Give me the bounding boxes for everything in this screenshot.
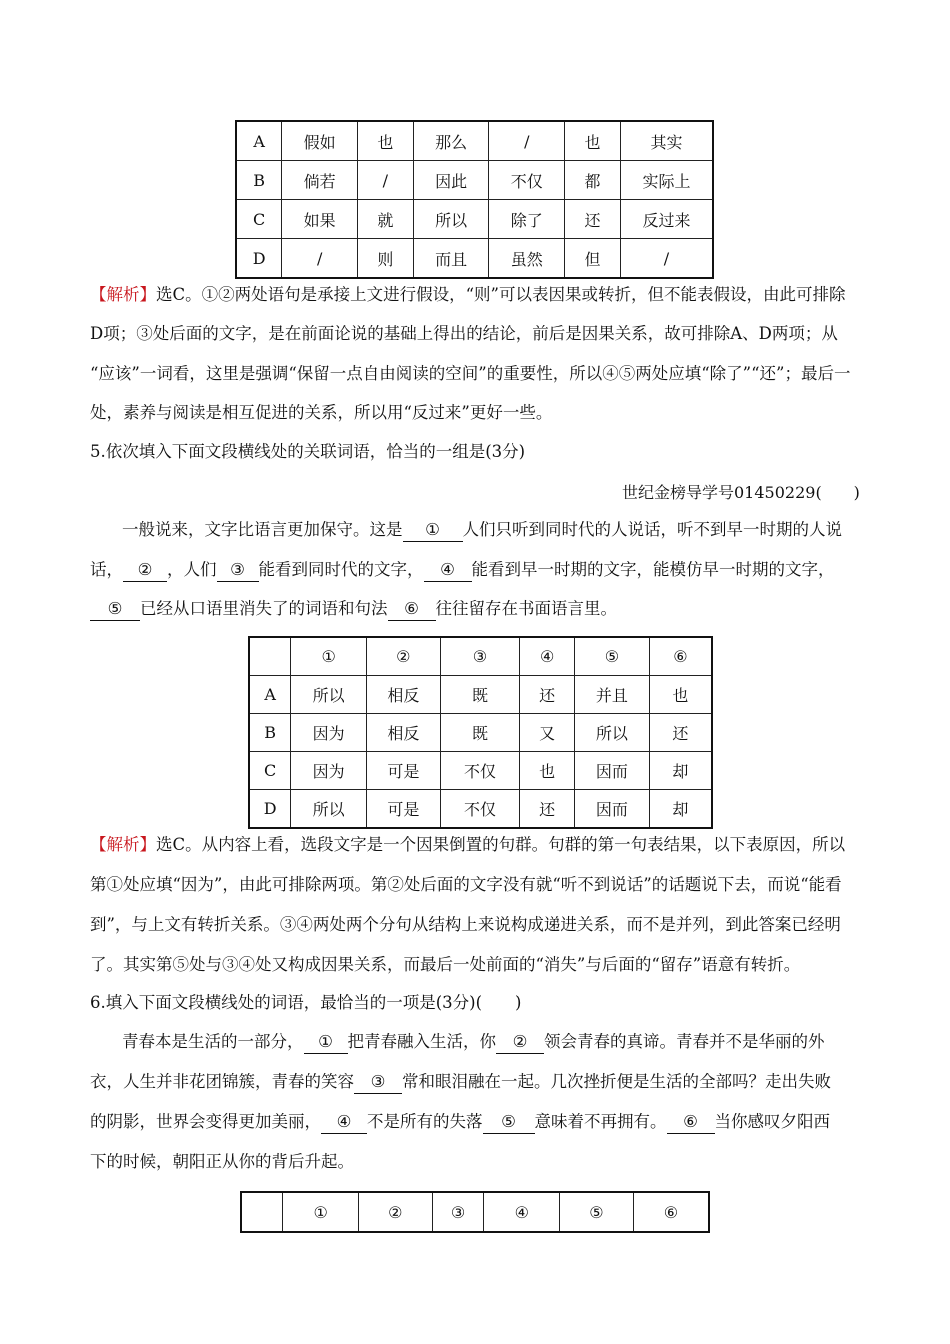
table-cell: / bbox=[282, 239, 358, 279]
table-cell: 除了 bbox=[489, 200, 565, 239]
passage-line: 一般说来，文字比语言更加保守。这是 ① 人们只听到同时代的人说话，听不到早一时期的人说 bbox=[122, 519, 842, 542]
table-cell: 因为 bbox=[291, 714, 367, 752]
passage-line: ⑤ 已经从口语里消失了的词语和句法 ⑥ 往往留存在书面语言里。 bbox=[90, 598, 617, 621]
blank-6[interactable]: ⑥ bbox=[667, 1111, 715, 1134]
question-5-title: 5.依次填入下面文段横线处的关联词语，恰当的一组是(3分) bbox=[90, 442, 526, 461]
passage-line: 的阴影，世界会变得更加美丽， ④ 不是所有的失落 ⑤ 意味着不再拥有。 ⑥ 当你感叹夕阳西 bbox=[90, 1111, 830, 1134]
table-cell: 因而 bbox=[575, 790, 650, 829]
table-cell: ① bbox=[283, 1192, 359, 1232]
table-cell: 而且 bbox=[413, 239, 489, 279]
table-cell: 也 bbox=[565, 121, 621, 161]
table-cell: ③ bbox=[440, 637, 520, 676]
blank-3[interactable]: ③ bbox=[354, 1071, 402, 1094]
blank-2[interactable]: ② bbox=[123, 559, 167, 582]
question-source-id: 世纪金榜导学号01450229( ) bbox=[622, 483, 860, 502]
blank-4[interactable]: ④ bbox=[321, 1111, 367, 1134]
analysis-line: 【解析】选C。①②两处语句是承接上文进行假设，“则”可以表因果或转折，但不能表假设，由此可排除 bbox=[90, 285, 846, 304]
analysis-line: D项；③处后面的文字，是在前面论说的基础上得出的结论，前后是因果关系，故可排除A、D两项；从 bbox=[90, 324, 838, 343]
table-row bbox=[249, 752, 712, 790]
analysis-line: 处，素养与阅读是相互促进的关系，所以用“反过来”更好一些。 bbox=[90, 403, 553, 422]
analysis-line: 第①处应填“因为”，由此可排除两项。第②处后面的文字没有就“听不到说话”的话题说下去，而说“能看 bbox=[90, 875, 842, 894]
table-cell: 相反 bbox=[366, 676, 440, 714]
table-cell: 既 bbox=[440, 676, 520, 714]
analysis-line: “应该”一词看，这里是强调“保留一点自由阅读的空间”的重要性，所以④⑤两处应填“除了”“还”；最后一 bbox=[90, 364, 851, 383]
table-cell: 虽然 bbox=[489, 239, 565, 279]
table-cell: 因而 bbox=[575, 752, 650, 790]
table-cell: ③ bbox=[432, 1192, 484, 1232]
option-letter-cell: B bbox=[236, 161, 282, 200]
table-cell: 可是 bbox=[366, 790, 440, 829]
table-cell: 还 bbox=[565, 200, 621, 239]
table-cell: ② bbox=[366, 637, 440, 676]
table-cell: 其实 bbox=[620, 121, 713, 161]
option-letter-cell bbox=[241, 1192, 283, 1232]
table-cell: 却 bbox=[649, 752, 712, 790]
passage-line: 衣，人生并非花团锦簇，青春的笑容 ③ 常和眼泪融在一起。几次挫折便是生活的全部吗？走出失败 bbox=[90, 1071, 831, 1094]
table-cell: 如果 bbox=[282, 200, 358, 239]
blank-5[interactable]: ⑤ bbox=[483, 1111, 535, 1134]
table-row bbox=[249, 714, 712, 752]
table-cell: 那么 bbox=[413, 121, 489, 161]
blank-1[interactable]: ① bbox=[304, 1031, 348, 1054]
table-cell: ① bbox=[291, 637, 367, 676]
options-table-q4 bbox=[235, 120, 714, 279]
table-cell: 却 bbox=[649, 790, 712, 829]
blank-4[interactable]: ④ bbox=[424, 559, 472, 582]
table-row bbox=[241, 1192, 709, 1232]
passage-line: 话， ② ，人们 ③ 能看到同时代的文字， ④ 能看到早一时期的文字，能模仿早一时期的文字， bbox=[90, 559, 835, 582]
table-cell: 既 bbox=[440, 714, 520, 752]
option-letter-cell bbox=[249, 637, 291, 676]
table-cell: / bbox=[620, 239, 713, 279]
table-cell: 也 bbox=[357, 121, 413, 161]
table-cell: ④ bbox=[484, 1192, 560, 1232]
table-cell: 所以 bbox=[575, 714, 650, 752]
table-cell: 还 bbox=[520, 790, 575, 829]
analysis-line: 到”，与上文有转折关系。③④两处两个分句从结构上来说构成递进关系，而不是并列，到此答案已经明 bbox=[90, 915, 841, 934]
table-cell: 不仅 bbox=[489, 161, 565, 200]
table-cell: 因此 bbox=[413, 161, 489, 200]
table-cell: 因为 bbox=[291, 752, 367, 790]
table-row bbox=[249, 637, 712, 676]
table-cell: 还 bbox=[649, 714, 712, 752]
table-cell: ⑥ bbox=[649, 637, 712, 676]
table-cell: ⑤ bbox=[560, 1192, 634, 1232]
option-letter-cell: D bbox=[236, 239, 282, 279]
table-cell: 不仅 bbox=[440, 790, 520, 829]
table-row bbox=[249, 790, 712, 829]
table-cell: 又 bbox=[520, 714, 575, 752]
option-letter-cell: C bbox=[249, 752, 291, 790]
table-cell: 实际上 bbox=[620, 161, 713, 200]
table-cell: 但 bbox=[565, 239, 621, 279]
table-cell: 也 bbox=[649, 676, 712, 714]
option-letter-cell: C bbox=[236, 200, 282, 239]
table-cell: ④ bbox=[520, 637, 575, 676]
blank-2[interactable]: ② bbox=[496, 1031, 544, 1054]
table-cell: 并且 bbox=[575, 676, 650, 714]
analysis-line: 了。其实第⑤处与③④处又构成因果关系，而最后一处前面的“消失”与后面的“留存”语意有转折。 bbox=[90, 955, 801, 974]
table-cell: 所以 bbox=[413, 200, 489, 239]
options-table-q5 bbox=[248, 636, 713, 829]
table-cell: 倘若 bbox=[282, 161, 358, 200]
blank-3[interactable]: ③ bbox=[217, 559, 259, 582]
table-row bbox=[249, 676, 712, 714]
table-cell: / bbox=[489, 121, 565, 161]
analysis-tag: 【解析】 bbox=[90, 285, 156, 304]
option-letter-cell: A bbox=[236, 121, 282, 161]
table-cell: ⑤ bbox=[575, 637, 650, 676]
passage-line: 青春本是生活的一部分， ① 把青春融入生活，你 ② 领会青春的真谛。青春并不是华丽的外 bbox=[122, 1031, 825, 1054]
table-cell: 还 bbox=[520, 676, 575, 714]
question-6-title: 6.填入下面文段横线处的词语，最恰当的一项是(3分)( ) bbox=[90, 993, 522, 1012]
table-cell: 所以 bbox=[291, 676, 367, 714]
blank-5[interactable]: ⑤ bbox=[90, 598, 140, 621]
blank-6[interactable]: ⑥ bbox=[388, 598, 436, 621]
table-row bbox=[236, 239, 713, 279]
table-row bbox=[236, 161, 713, 200]
table-cell: 可是 bbox=[366, 752, 440, 790]
table-cell: 也 bbox=[520, 752, 575, 790]
table-row bbox=[236, 121, 713, 161]
passage-line: 下的时候，朝阳正从你的背后升起。 bbox=[90, 1152, 354, 1171]
table-row bbox=[236, 200, 713, 239]
options-table-q6 bbox=[240, 1191, 710, 1233]
table-cell: ② bbox=[358, 1192, 432, 1232]
analysis-line: 【解析】选C。从内容上看，选段文字是一个因果倒置的句群。句群的第一句表结果，以下表原因，所以 bbox=[90, 835, 846, 854]
table-cell: 不仅 bbox=[440, 752, 520, 790]
analysis-tag: 【解析】 bbox=[90, 835, 156, 854]
table-cell: 都 bbox=[565, 161, 621, 200]
table-cell: 相反 bbox=[366, 714, 440, 752]
option-letter-cell: D bbox=[249, 790, 291, 829]
table-cell: 假如 bbox=[282, 121, 358, 161]
option-letter-cell: A bbox=[249, 676, 291, 714]
table-cell: ⑥ bbox=[633, 1192, 709, 1232]
table-cell: / bbox=[357, 161, 413, 200]
option-letter-cell: B bbox=[249, 714, 291, 752]
blank-1[interactable]: ① bbox=[403, 519, 463, 542]
table-cell: 则 bbox=[357, 239, 413, 279]
table-cell: 就 bbox=[357, 200, 413, 239]
table-cell: 所以 bbox=[291, 790, 367, 829]
table-cell: 反过来 bbox=[620, 200, 713, 239]
